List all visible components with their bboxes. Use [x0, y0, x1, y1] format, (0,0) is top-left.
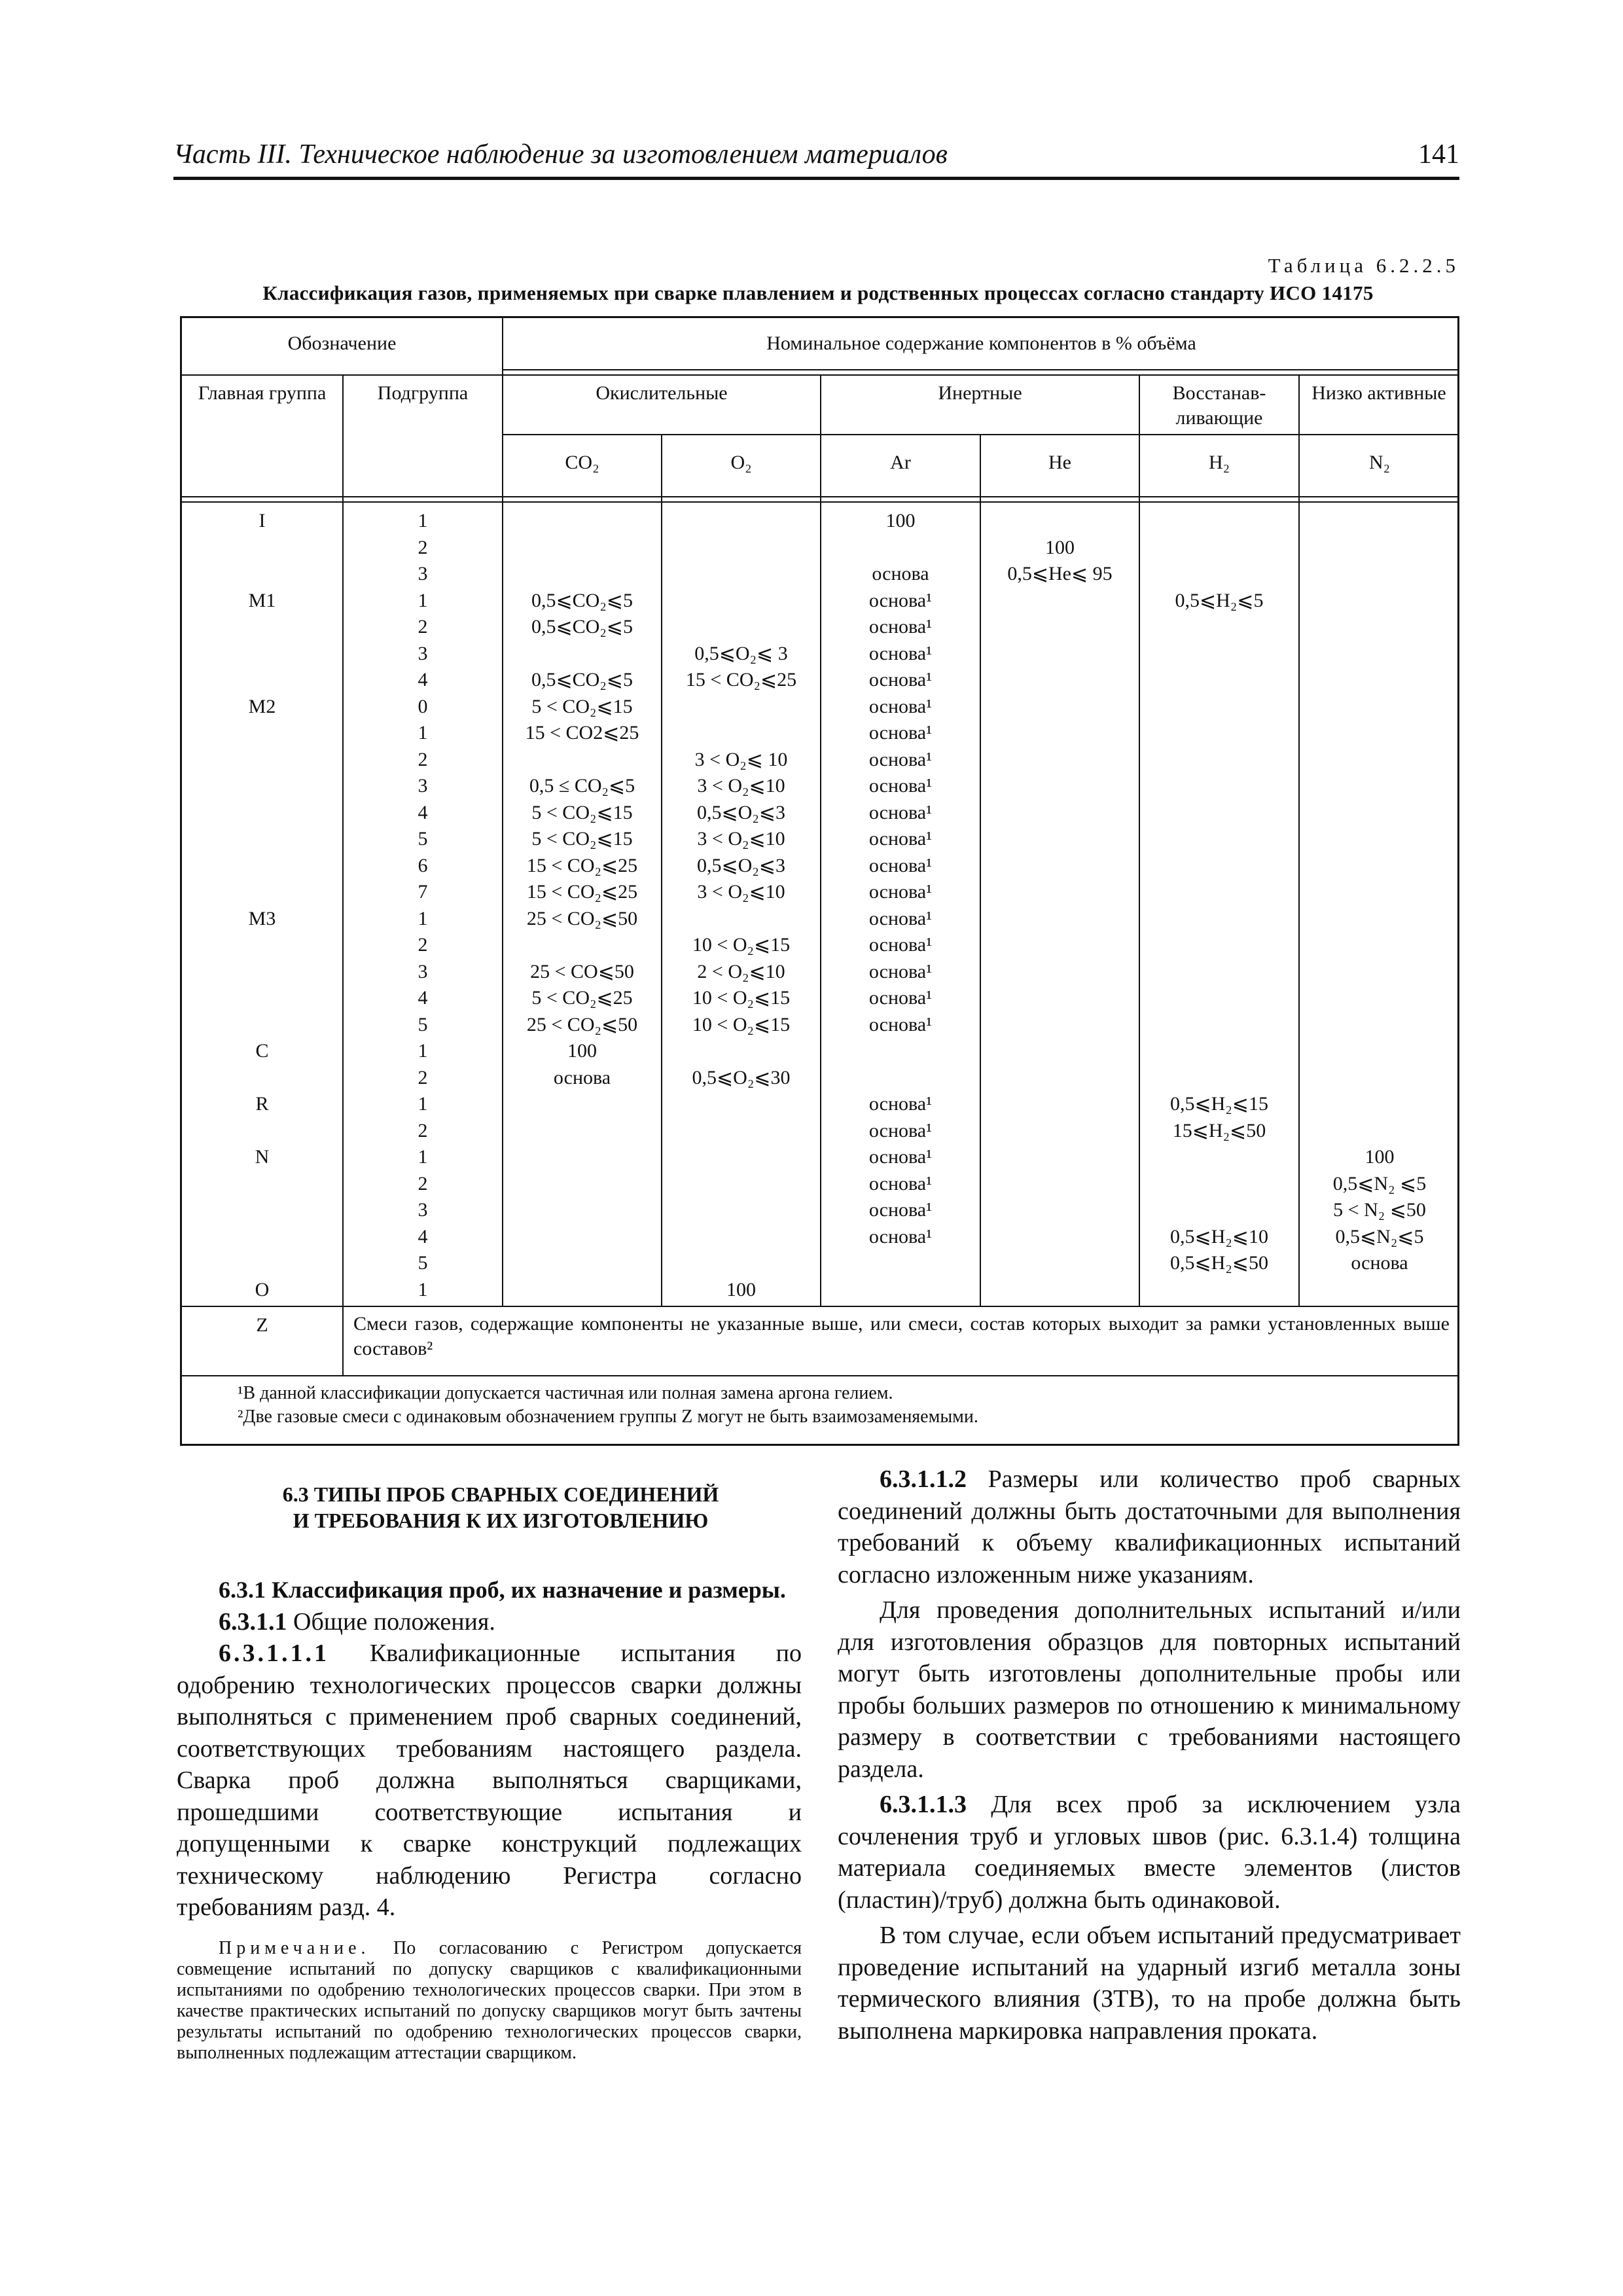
cell-he	[981, 1277, 1139, 1304]
cell-he	[981, 1091, 1139, 1118]
cell-he	[981, 800, 1139, 827]
cell-ar: основа¹	[868, 722, 933, 744]
cell-g	[182, 1224, 342, 1251]
cell-g	[182, 561, 342, 588]
th-designation: Обозначение	[287, 332, 397, 354]
th-ar: Ar	[890, 452, 911, 473]
cell-h2: 0,5⩽H₂⩽10	[1170, 1225, 1268, 1247]
column-main-group	[182, 508, 342, 1303]
cell-o2	[662, 720, 820, 747]
cell-ar: основа¹	[868, 828, 933, 850]
cell-n2	[1300, 694, 1459, 721]
cell-h2	[1140, 773, 1298, 800]
cell-h2	[1140, 879, 1298, 906]
cell-n2: 100	[1364, 1146, 1395, 1168]
rule-h-6	[182, 1306, 1459, 1307]
cell-co2: 25 < CO₂⩽50	[526, 907, 638, 929]
cell-co2: 0,5⩽CO₂⩽5	[531, 616, 633, 637]
paragraph-additional-tests: Для проведения дополнительных испытаний и/или для изготовления образцов для повторных испытаний могут быть изготовлены дополнительные пробы или пробы больших размеров по отношению к минимальному размеру в соответствии с требованиями настоящего раздела.	[838, 1596, 1461, 1783]
cell-he	[981, 1038, 1139, 1065]
footnote-1: ¹В данной классификации допускается частичная или полная замена аргона гелием.	[238, 1383, 893, 1403]
cell-n2	[1300, 1277, 1459, 1304]
cell-s: 1	[418, 1278, 428, 1300]
right-column	[838, 1463, 1461, 2047]
cell-he	[981, 1012, 1139, 1039]
paragraph-6-3-1-1	[177, 1606, 802, 1638]
cell-he	[981, 985, 1139, 1012]
cell-s: 3	[418, 1199, 428, 1221]
cell-n2	[1300, 508, 1459, 535]
cell-h2: 0,5⩽H₂⩽15	[1170, 1093, 1268, 1115]
cell-n2	[1300, 773, 1459, 800]
cell-ar: основа¹	[868, 775, 933, 797]
cell-n2	[1300, 535, 1459, 562]
cell-n2: 0,5⩽N₂ ⩽5	[1332, 1172, 1427, 1194]
th-subgroup: Подгруппа	[377, 382, 469, 404]
cell-g	[182, 614, 342, 641]
cell-ar: основа¹	[868, 1013, 933, 1035]
cell-s: 1	[418, 589, 428, 611]
cell-o2: 0,5⩽O₂⩽3	[697, 854, 785, 876]
cell-g: M1	[248, 589, 276, 611]
cell-g	[182, 773, 342, 800]
cell-o2	[662, 1224, 820, 1251]
cell-co2: 15 < CO2⩽25	[525, 722, 639, 744]
cell-o2: 0,5⩽O₂⩽30	[692, 1066, 791, 1088]
note	[177, 1938, 802, 2064]
cell-o2: 10 < O₂⩽15	[692, 987, 791, 1009]
rule-h-1	[502, 369, 1459, 370]
gas-classification-table	[180, 316, 1459, 1446]
cell-g	[182, 1197, 342, 1224]
cell-ar: основа¹	[868, 1146, 933, 1168]
cell-o2	[662, 1118, 820, 1145]
cell-n2	[1300, 1091, 1459, 1118]
cell-n2	[1300, 853, 1459, 880]
cell-co2	[503, 535, 661, 562]
th-nominal: Номинальное содержание компонентов в % объёма	[766, 332, 1196, 354]
cell-ar: основа¹	[868, 934, 933, 956]
cell-co2: 5 < CO₂⩽15	[531, 828, 633, 850]
cell-n2	[1300, 985, 1459, 1012]
cell-o2: 3 < O₂⩽10	[697, 881, 785, 903]
cell-s: 3	[418, 563, 428, 584]
cell-h2	[1140, 1038, 1298, 1065]
cell-s: 5	[418, 1252, 428, 1274]
cell-h2	[1140, 614, 1298, 641]
cell-n2: 0,5⩽N₂⩽5	[1335, 1225, 1424, 1247]
cell-o2	[662, 508, 820, 535]
cell-he	[981, 614, 1139, 641]
left-column	[177, 1574, 802, 2064]
cell-ar: основа¹	[868, 1093, 933, 1115]
cell-co2: 0,5 ≤ CO₂⩽5	[529, 775, 635, 797]
cell-ar: основа¹	[868, 589, 933, 611]
cell-g	[182, 1065, 342, 1092]
cell-ar: основа	[872, 563, 929, 584]
cell-co2: 100	[567, 1040, 597, 1062]
cell-he	[981, 667, 1139, 694]
cell-n2	[1300, 1038, 1459, 1065]
cell-h2	[1140, 1065, 1298, 1092]
cell-co2	[503, 508, 661, 535]
column-subgroup	[344, 508, 502, 1303]
cell-s: 2	[418, 616, 428, 637]
cell-n2	[1300, 667, 1459, 694]
cell-h2	[1140, 826, 1298, 853]
cell-o2	[662, 535, 820, 562]
clause-number: 6.3.1.1.1	[219, 1640, 329, 1667]
cell-s: 2	[418, 1172, 428, 1194]
cell-o2: 10 < O₂⩽15	[692, 934, 791, 956]
cell-n2	[1300, 826, 1459, 853]
cell-ar	[821, 1038, 980, 1065]
cell-g	[182, 667, 342, 694]
cell-h2: 0,5⩽H₂⩽5	[1175, 589, 1264, 611]
cell-g: M2	[248, 695, 276, 717]
cell-o2	[662, 588, 820, 615]
cell-he	[981, 879, 1139, 906]
cell-co2: 15 < CO₂⩽25	[526, 881, 638, 903]
cell-g	[182, 1118, 342, 1145]
cell-co2: основа	[553, 1066, 611, 1088]
cell-s: 2	[418, 1119, 428, 1141]
cell-co2	[503, 1144, 661, 1171]
cell-h2	[1140, 667, 1298, 694]
cell-co2	[503, 1197, 661, 1224]
th-oxidizing: Окислительные	[596, 382, 728, 404]
cell-g	[182, 800, 342, 827]
cell-ar: основа¹	[868, 1225, 933, 1247]
cell-h2	[1140, 694, 1298, 721]
page-number: 141	[1418, 139, 1459, 170]
th-co2: CO₂	[565, 452, 599, 473]
cell-n2: основа	[1351, 1252, 1408, 1274]
cell-h2	[1140, 641, 1298, 668]
cell-h2	[1140, 1277, 1298, 1304]
cell-s: 6	[418, 854, 428, 876]
cell-co2	[503, 1277, 661, 1304]
cell-g: N	[255, 1146, 270, 1168]
cell-h2	[1140, 1144, 1298, 1171]
cell-co2	[503, 641, 661, 668]
cell-s: 4	[418, 801, 428, 823]
cell-h2	[1140, 561, 1298, 588]
cell-o2: 0,5⩽O₂⩽ 3	[694, 642, 788, 664]
cell-g	[182, 1250, 342, 1277]
clause-number: 6.3.1.1.3	[880, 1791, 967, 1818]
cell-ar	[821, 1065, 980, 1092]
cell-o2	[662, 1091, 820, 1118]
table-label: Таблица 6.2.2.5	[1268, 254, 1459, 277]
cell-he	[981, 826, 1139, 853]
cell-s: 3	[418, 642, 428, 664]
cell-o2	[662, 1144, 820, 1171]
section-heading	[177, 1481, 825, 1534]
column-n2	[1300, 508, 1459, 1303]
cell-n2	[1300, 1012, 1459, 1039]
cell-h2	[1140, 932, 1298, 959]
cell-co2: 5 < CO₂⩽15	[531, 695, 633, 717]
column-h2	[1140, 508, 1298, 1303]
cell-h2	[1140, 508, 1298, 535]
cell-ar: основа¹	[868, 881, 933, 903]
cell-h2	[1140, 853, 1298, 880]
cell-n2	[1300, 588, 1459, 615]
cell-ar: основа¹	[868, 960, 933, 982]
clause-number: 6.3.1.1	[219, 1607, 287, 1636]
cell-o2: 3 < O₂⩽10	[697, 828, 785, 850]
cell-n2	[1300, 1065, 1459, 1092]
cell-he: 100	[1045, 536, 1075, 558]
cell-co2: 0,5⩽CO₂⩽5	[531, 589, 633, 611]
cell-n2	[1300, 879, 1459, 906]
cell-ar: 100	[885, 510, 916, 531]
cell-he	[981, 1118, 1139, 1145]
cell-g	[182, 985, 342, 1012]
cell-o2: 10 < O₂⩽15	[692, 1013, 791, 1035]
th-reducing: Восстанав-ливающие	[1172, 382, 1266, 429]
cell-he: 0,5⩽He⩽ 95	[1007, 563, 1113, 584]
cell-o2	[662, 614, 820, 641]
cell-s: 3	[418, 775, 428, 797]
clause-text: Общие положения.	[287, 1607, 495, 1636]
cell-co2	[503, 932, 661, 959]
cell-n2	[1300, 932, 1459, 959]
cell-he	[981, 1250, 1139, 1277]
subsection-title: 6.3.1 Классификация проб, их назначение и размеры.	[219, 1577, 786, 1603]
cell-ar: основа¹	[868, 801, 933, 823]
cell-s: 2	[418, 536, 428, 558]
cell-ar: основа¹	[868, 695, 933, 717]
cell-ar: основа¹	[868, 907, 933, 929]
cell-co2	[503, 561, 661, 588]
column-ar	[821, 508, 980, 1303]
table-caption: Классификация газов, применяемых при сварке плавлением и родственных процессах согласно стандарту ИСО 14175	[262, 281, 1374, 304]
paragraph-6-3-1-1-2	[838, 1463, 1461, 1590]
cell-ar: основа¹	[868, 616, 933, 637]
column-he	[981, 508, 1139, 1303]
cell-he	[981, 853, 1139, 880]
cell-g: M3	[248, 907, 276, 929]
cell-s: 2	[418, 748, 428, 770]
cell-n2	[1300, 641, 1459, 668]
cell-s: 2	[418, 1066, 428, 1088]
cell-he	[981, 773, 1139, 800]
cell-he	[981, 906, 1139, 933]
cell-o2: 100	[726, 1278, 756, 1300]
cell-o2	[662, 1250, 820, 1277]
cell-h2	[1140, 720, 1298, 747]
clause-number: 6.3.1.1.2	[880, 1465, 967, 1493]
cell-co2: 5 < CO₂⩽15	[531, 801, 633, 823]
cell-n2	[1300, 906, 1459, 933]
cell-s: 1	[418, 1093, 428, 1115]
column-co2	[503, 508, 661, 1303]
running-header-title: Часть III. Техническое наблюдение за изготовлением материалов	[173, 139, 948, 170]
header-rule	[173, 177, 1459, 180]
cell-ar: основа¹	[868, 669, 933, 691]
cell-s: 5	[418, 828, 428, 850]
cell-he	[981, 1224, 1139, 1251]
cell-o2: 0,5⩽O₂⩽3	[697, 801, 785, 823]
cell-he	[981, 1171, 1139, 1198]
cell-h2	[1140, 1197, 1298, 1224]
th-h2: H₂	[1208, 452, 1230, 473]
cell-s: 2	[418, 934, 428, 956]
cell-g	[182, 853, 342, 880]
cell-n2: 5 < N₂ ⩽50	[1333, 1199, 1426, 1221]
cell-ar	[821, 535, 980, 562]
cell-co2	[503, 747, 661, 774]
cell-s: 1	[418, 1146, 428, 1168]
cell-g: O	[255, 1278, 270, 1300]
cell-co2	[503, 1224, 661, 1251]
cell-ar: основа¹	[868, 987, 933, 1009]
cell-h2	[1140, 747, 1298, 774]
cell-h2: 0,5⩽H₂⩽50	[1170, 1252, 1268, 1274]
cell-s: 4	[418, 669, 428, 691]
cell-co2	[503, 1118, 661, 1145]
cell-he	[981, 588, 1139, 615]
cell-g	[182, 1012, 342, 1039]
cell-ar	[821, 1277, 980, 1304]
cell-o2	[662, 694, 820, 721]
cell-o2: 3 < O₂⩽10	[697, 775, 785, 797]
cell-h2	[1140, 959, 1298, 986]
cell-he	[981, 694, 1139, 721]
cell-he	[981, 1065, 1139, 1092]
cell-co2: 5 < CO₂⩽25	[531, 987, 633, 1009]
cell-o2	[662, 1038, 820, 1065]
z-description: Смеси газов, содержащие компоненты не указанные выше, или смеси, состав которых выходит за рамки установленных выше составов²	[353, 1313, 1450, 1359]
cell-h2	[1140, 985, 1298, 1012]
cell-n2	[1300, 1118, 1459, 1145]
cell-g	[182, 720, 342, 747]
cell-h2	[1140, 906, 1298, 933]
paragraph-impact-test: В том случае, если объем испытаний предусматривает проведение испытаний на ударный изгиб металла зоны термического влияния (ЗТВ), то на пробе должна быть выполнена маркировка направления проката.	[838, 1922, 1461, 2045]
cell-co2: 25 < CO₂⩽50	[526, 1013, 638, 1035]
cell-g	[182, 535, 342, 562]
th-inert: Инертные	[938, 382, 1022, 404]
cell-o2	[662, 1197, 820, 1224]
cell-o2: 2 < O₂⩽10	[697, 960, 785, 982]
cell-he	[981, 959, 1139, 986]
cell-g	[182, 1171, 342, 1198]
th-low-active: Низко активные	[1311, 382, 1446, 404]
cell-o2	[662, 906, 820, 933]
cell-s: 5	[418, 1013, 428, 1035]
cell-n2	[1300, 720, 1459, 747]
note-label: Примечание.	[219, 1937, 370, 1958]
paragraph-6-3-1-1-1	[177, 1638, 802, 1924]
cell-he	[981, 508, 1139, 535]
cell-g	[182, 959, 342, 986]
cell-o2	[662, 561, 820, 588]
cell-o2: 15 < CO₂⩽25	[685, 669, 797, 691]
cell-s: 4	[418, 987, 428, 1009]
rule-h-7	[182, 1375, 1459, 1376]
cell-he	[981, 641, 1139, 668]
cell-s: 4	[418, 1225, 428, 1247]
cell-h2	[1140, 535, 1298, 562]
cell-ar: основа¹	[868, 642, 933, 664]
z-group: Z	[256, 1314, 268, 1336]
cell-n2	[1300, 959, 1459, 986]
cell-co2: 25 < CO⩽50	[530, 960, 634, 982]
cell-co2: 15 < CO₂⩽25	[526, 854, 638, 876]
th-he: He	[1048, 452, 1071, 473]
cell-he	[981, 747, 1139, 774]
note-text: По согласованию с Регистром допускается совмещение испытаний по допуску сварщиков с квалификационными испытаниями по одобрению технологических процессов сварки. При этом в качестве практических испытаний по допуску сварщиков могут быть зачтены результаты испытаний по одобрению технологических процессов сварки, выполненных подлежащим аттестации сварщиком.	[177, 1937, 802, 2063]
cell-g	[182, 747, 342, 774]
cell-ar	[821, 1250, 980, 1277]
cell-h2	[1140, 1012, 1298, 1039]
cell-he	[981, 720, 1139, 747]
cell-g: C	[255, 1040, 269, 1062]
th-main-group: Главная группа	[198, 382, 327, 404]
cell-g: R	[255, 1093, 269, 1115]
column-o2	[662, 508, 820, 1303]
cell-s: 1	[418, 1040, 428, 1062]
cell-s: 0	[418, 695, 428, 717]
cell-he	[981, 1197, 1139, 1224]
cell-n2	[1300, 561, 1459, 588]
th-n2: N₂	[1368, 452, 1391, 473]
paragraph-6-3-1-1-3	[838, 1789, 1461, 1916]
cell-he	[981, 1144, 1139, 1171]
cell-s: 3	[418, 960, 428, 982]
clause-text: Размеры или количество проб сварных соединений должны быть достаточными для выполнения требований к объему квалификационных испытаний согласно изложенным ниже указаниям.	[838, 1465, 1461, 1588]
cell-ar: основа¹	[868, 1172, 933, 1194]
cell-ar: основа¹	[868, 854, 933, 876]
cell-co2	[503, 1250, 661, 1277]
cell-n2	[1300, 800, 1459, 827]
cell-g: I	[259, 510, 266, 531]
cell-s: 1	[418, 907, 428, 929]
section-heading-line-2: И ТРЕБОВАНИЯ К ИХ ИЗГОТОВЛЕНИЮ	[293, 1509, 709, 1532]
cell-co2: 0,5⩽CO₂⩽5	[531, 669, 633, 691]
cell-g	[182, 879, 342, 906]
section-heading-line-1: 6.3 ТИПЫ ПРОБ СВАРНЫХ СОЕДИНЕНИЙ	[282, 1482, 719, 1506]
cell-o2	[662, 1171, 820, 1198]
cell-s: 1	[418, 722, 428, 744]
cell-ar: основа¹	[868, 1119, 933, 1141]
cell-n2	[1300, 614, 1459, 641]
cell-g	[182, 826, 342, 853]
cell-ar: основа¹	[868, 1199, 933, 1221]
cell-s: 7	[418, 881, 428, 903]
footnote-2: ²Две газовые смеси с одинаковым обозначением группы Z могут не быть взаимозаменяемыми.	[238, 1407, 978, 1427]
cell-g	[182, 641, 342, 668]
cell-he	[981, 932, 1139, 959]
cell-co2	[503, 1171, 661, 1198]
th-o2: O₂	[730, 452, 752, 473]
cell-h2	[1140, 800, 1298, 827]
cell-s: 1	[418, 510, 428, 531]
cell-o2: 3 < O₂⩽ 10	[694, 748, 788, 770]
cell-g	[182, 932, 342, 959]
cell-co2	[503, 1091, 661, 1118]
cell-h2	[1140, 1171, 1298, 1198]
table-footnotes	[238, 1382, 1442, 1429]
clause-text: Для всех проб за исключением узла сочленения труб и угловых швов (рис. 6.3.1.4) толщина материала соединяемых вместе элементов (листов (пластин)/труб) должна быть одинаковой.	[838, 1791, 1461, 1914]
clause-text: Квалификационные испытания по одобрению технологических процессов сварки должны выполняться с применением проб сварных соединений, соответствующих требованиям настоящего раздела. Сварка проб должна выполняться сварщиками, прошедшими соответствующие испытания и допущенными к сварке конструкций подлежащих техническому наблюдению Регистра согласно требованиям разд. 4.	[177, 1640, 802, 1921]
cell-n2	[1300, 747, 1459, 774]
cell-h2: 15⩽H₂⩽50	[1172, 1119, 1266, 1141]
cell-ar: основа¹	[868, 748, 933, 770]
